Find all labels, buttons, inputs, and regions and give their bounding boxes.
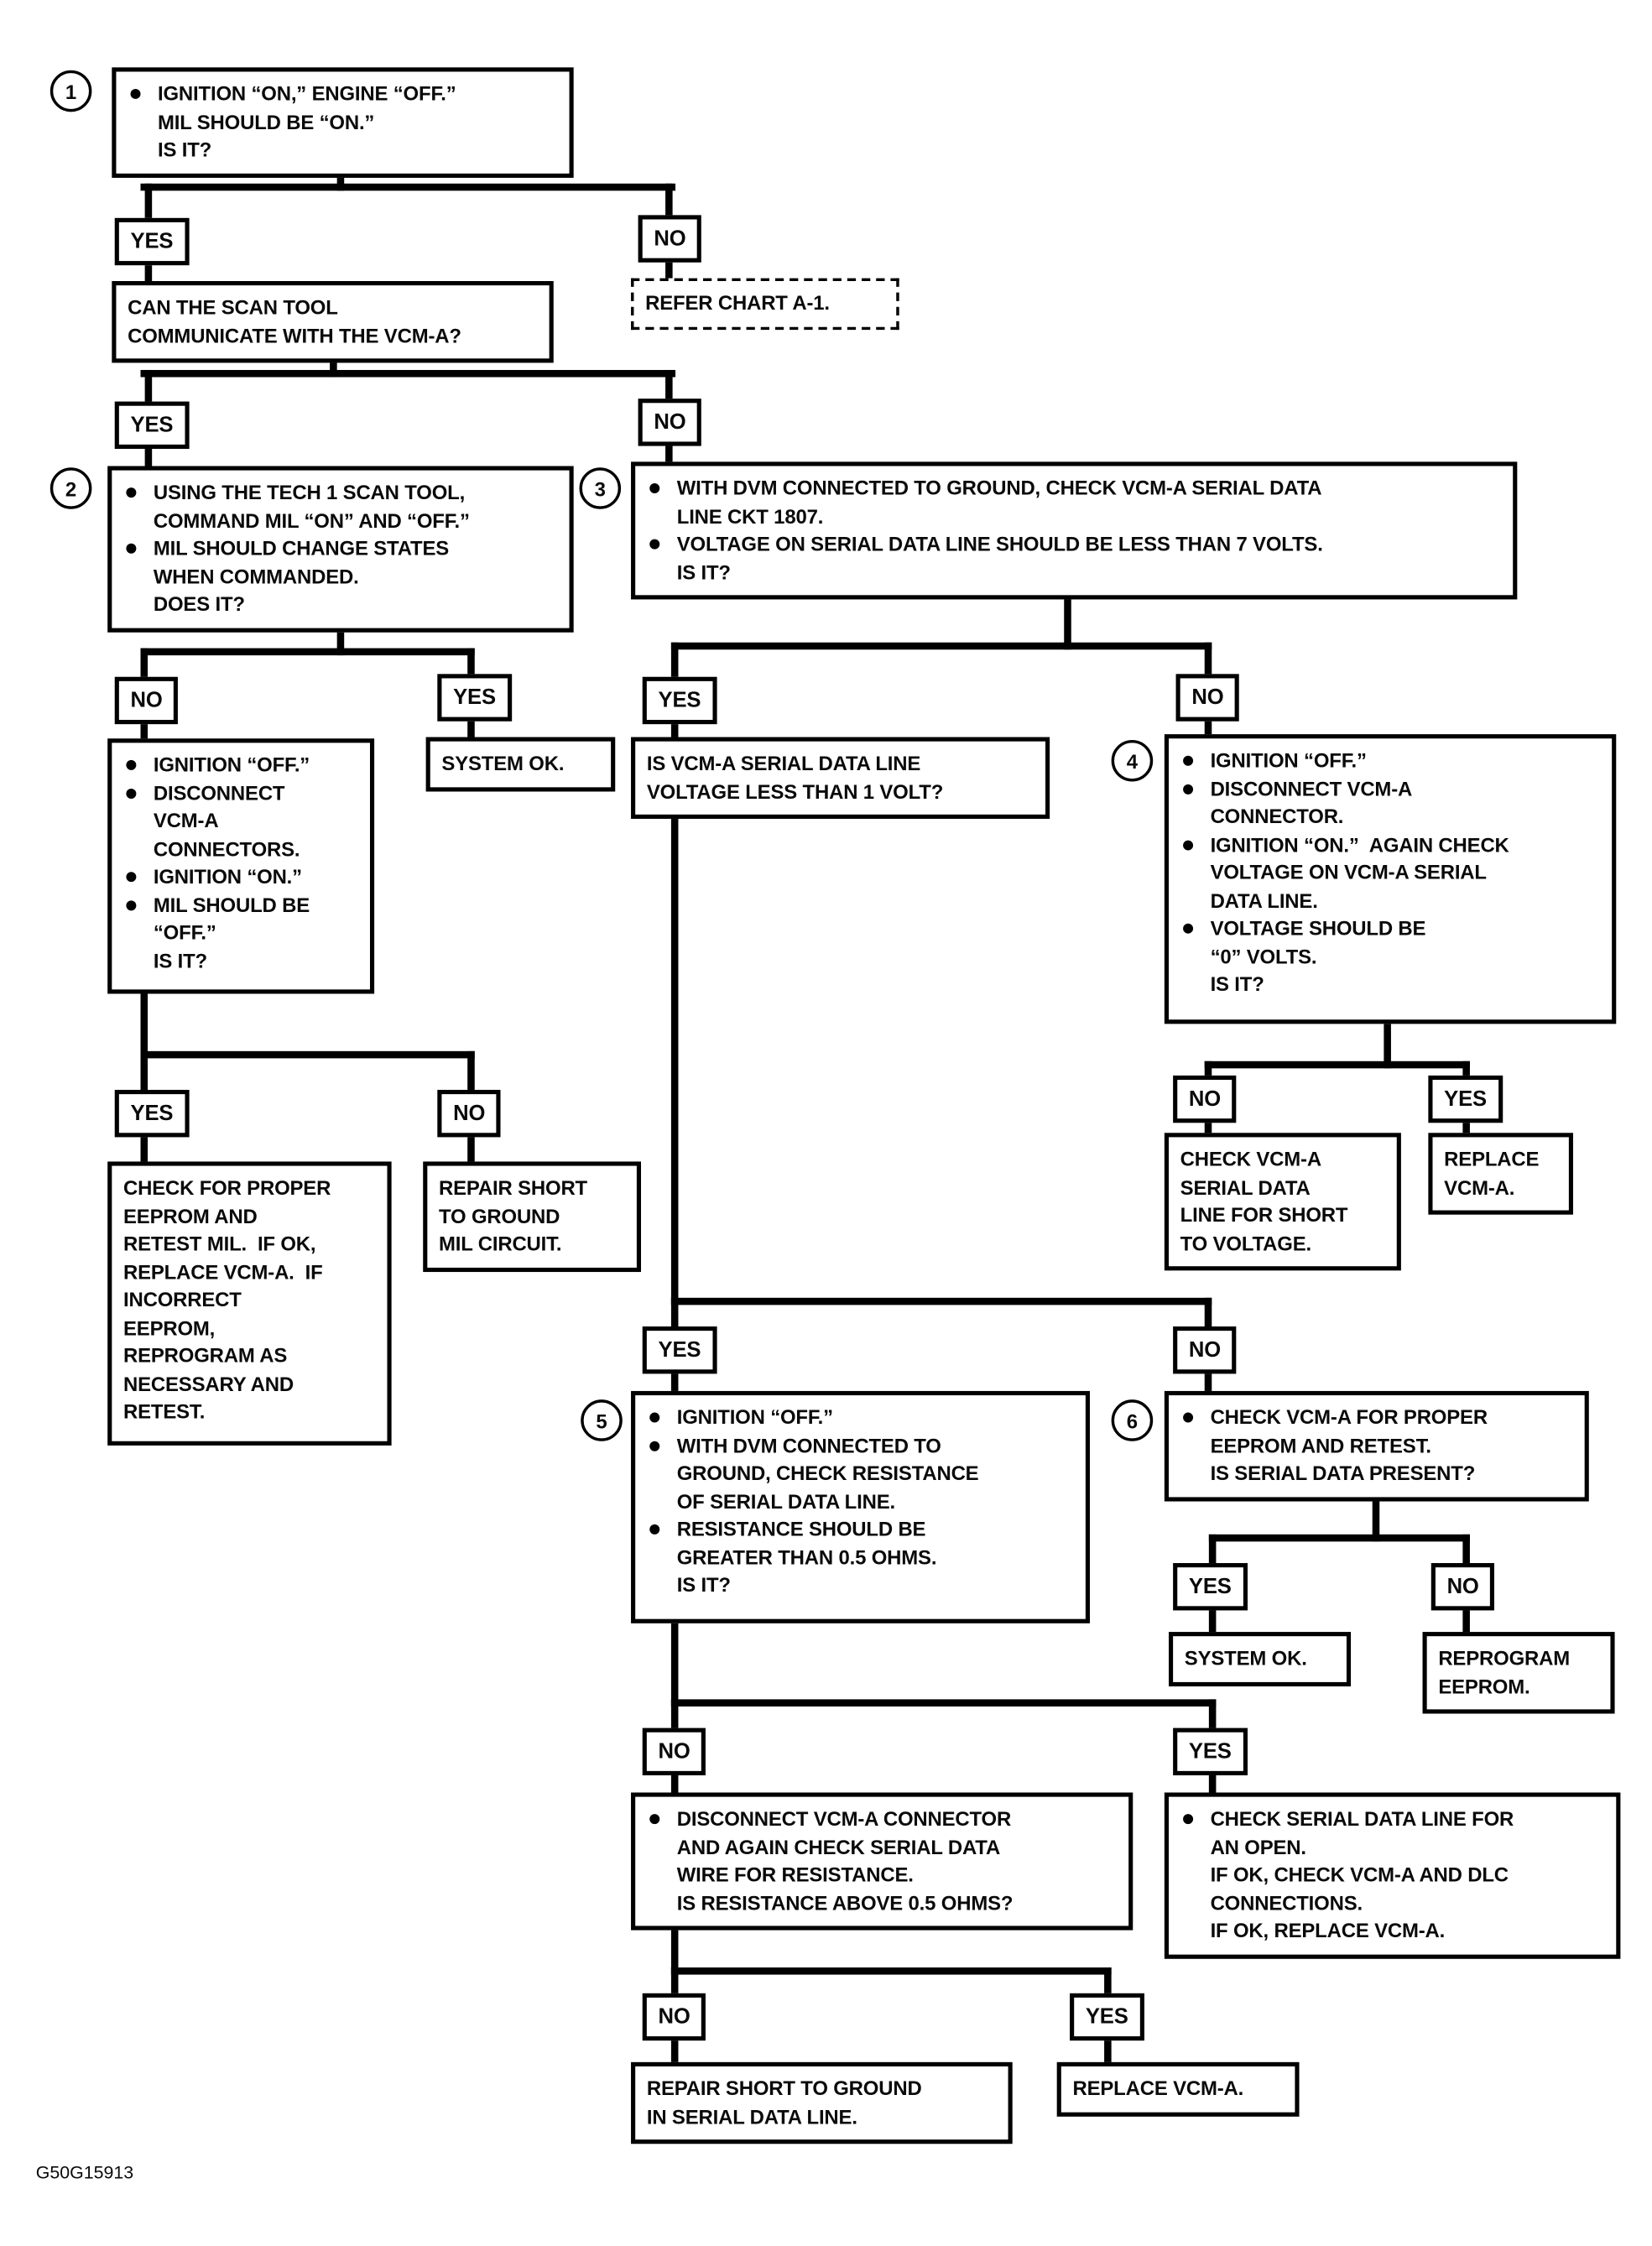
text-line: “OFF.” — [153, 920, 216, 944]
yes-text: YES — [1188, 1739, 1232, 1764]
yes-label — [1070, 1993, 1144, 2040]
bullet-icon — [647, 1806, 677, 1824]
text-line: REPLACE — [1444, 1147, 1540, 1170]
text-line: USING THE TECH 1 SCAN TOOL, — [153, 480, 466, 503]
yes-text: YES — [130, 413, 174, 438]
text-line: EEPROM AND RETEST. — [1210, 1433, 1431, 1457]
text-line: REPROGRAM AS — [122, 1343, 288, 1367]
step-5-badge — [581, 1399, 623, 1441]
text-line: EEPROM AND — [122, 1203, 258, 1227]
text-line: COMMAND MIL “ON” AND “OFF.” — [153, 508, 470, 532]
text-line: CONNECTORS. — [153, 836, 300, 860]
no-text: NO — [1188, 1337, 1222, 1363]
step-number: 6 — [1126, 1409, 1139, 1432]
bullet-icon — [647, 1404, 677, 1422]
yes-text: YES — [1188, 1574, 1232, 1599]
bullet-icon — [1180, 831, 1211, 849]
text-line: EEPROM. — [1438, 1674, 1530, 1697]
text-line: IGNITION “OFF.” — [1210, 748, 1367, 772]
yes-text: YES — [1085, 2004, 1128, 2030]
text-line: IS RESISTANCE ABOVE 0.5 OHMS? — [676, 1890, 1014, 1914]
text-line: IGNITION “OFF.” — [676, 1405, 833, 1429]
text-line: DATA LINE. — [1210, 888, 1318, 912]
step-3-badge — [580, 467, 622, 509]
text-line: LINE FOR SHORT — [1180, 1203, 1348, 1227]
step-number: 4 — [1126, 749, 1139, 773]
text-line: CHECK VCM-A FOR PROPER — [1210, 1405, 1488, 1429]
system-ok-box-2 — [1169, 1632, 1351, 1686]
text-line: DOES IT? — [153, 591, 245, 616]
text-line: VOLTAGE SHOULD BE — [1210, 916, 1426, 940]
step-4-badge — [1112, 740, 1154, 782]
no-text: NO — [1188, 1087, 1222, 1112]
serial-voltage-1v-box — [631, 737, 1050, 819]
bullet-icon — [1180, 747, 1211, 765]
bullet-icon — [1180, 775, 1211, 794]
text-line: LINE CKT 1807. — [676, 503, 824, 528]
step-number: 5 — [596, 1409, 607, 1432]
no-text: NO — [1446, 1574, 1479, 1599]
yes-text: YES — [453, 685, 496, 711]
system-ok-box — [426, 737, 616, 791]
text-line: OF SERIAL DATA LINE. — [676, 1489, 895, 1513]
yes-text: YES — [658, 1337, 701, 1363]
yes-label — [1428, 1076, 1502, 1123]
text-line: SERIAL DATA — [1180, 1175, 1311, 1199]
no-label — [638, 215, 702, 262]
yes-label — [1173, 1563, 1247, 1610]
text-line: INCORRECT — [122, 1287, 242, 1311]
no-text: NO — [654, 227, 686, 252]
connector-line — [671, 786, 679, 1305]
text-line: CAN THE SCAN TOOL — [128, 295, 338, 319]
text-line: RETEST. — [122, 1399, 206, 1423]
bullet-icon — [123, 479, 154, 498]
resistance-recheck-box — [631, 1793, 1133, 1931]
yes-label — [115, 402, 189, 449]
text-line: SYSTEM OK. — [441, 751, 565, 774]
text-line: REPLACE VCM-A. IF — [122, 1259, 323, 1283]
text-line: CONNECTOR. — [1210, 804, 1344, 828]
yes-label — [115, 218, 189, 265]
text-line: REPLACE VCM-A. — [1072, 2076, 1244, 2100]
bullet-icon — [123, 891, 154, 909]
figure-code: G50G15913 — [35, 2162, 134, 2183]
text-line: REPAIR SHORT — [439, 1175, 588, 1199]
text-line: REPAIR SHORT TO GROUND — [646, 2076, 922, 2100]
text-line: GREATER THAN 0.5 OHMS. — [676, 1545, 937, 1569]
text-line: VCM-A — [153, 808, 219, 832]
short-to-voltage-box — [1165, 1133, 1401, 1270]
text-line: IGNITION “ON.” AGAIN CHECK — [1210, 832, 1509, 856]
yes-label — [115, 1090, 189, 1137]
text-line: SYSTEM OK. — [1184, 1646, 1307, 1670]
repair-serial-short-box — [631, 2062, 1013, 2144]
text-line: DISCONNECT — [153, 780, 285, 805]
text-line: DISCONNECT VCM-A CONNECTOR — [676, 1806, 1012, 1830]
reprogram-eeprom-box — [1423, 1632, 1615, 1713]
text-line: MIL CIRCUIT. — [439, 1232, 562, 1255]
step5-question-box — [631, 1391, 1090, 1623]
text-line: VOLTAGE ON VCM-A SERIAL — [1210, 860, 1487, 883]
step-2-badge — [50, 467, 92, 509]
text-line: RETEST MIL. IF OK, — [122, 1232, 316, 1255]
text-line: CHECK VCM-A — [1180, 1147, 1321, 1170]
text-line: IS IT? — [676, 560, 731, 583]
text-line: AN OPEN. — [1210, 1834, 1306, 1858]
yes-text: YES — [1444, 1087, 1487, 1112]
connector-line — [671, 1699, 1216, 1707]
no-label — [1176, 674, 1240, 721]
text-line: DISCONNECT VCM-A — [1210, 776, 1413, 800]
eeprom-check-box — [107, 1161, 391, 1445]
text-line: IGNITION “ON,” ENGINE “OFF.” — [158, 81, 456, 105]
no-text: NO — [1191, 685, 1224, 711]
text-line: CONNECTIONS. — [1210, 1890, 1363, 1914]
step-6-badge — [1112, 1399, 1154, 1441]
refer-chart-a1-box — [631, 279, 899, 330]
step-number: 1 — [65, 79, 77, 103]
text-line: TO GROUND — [439, 1203, 560, 1227]
bullet-icon — [1180, 915, 1211, 933]
replace-vcm-a-box — [1428, 1133, 1573, 1214]
yes-label — [643, 1326, 717, 1373]
text-line: REPROGRAM — [1438, 1646, 1571, 1670]
text-line: WIRE FOR RESISTANCE. — [676, 1863, 914, 1886]
bullet-icon — [647, 1432, 677, 1451]
connector-line — [141, 184, 676, 191]
connector-line — [671, 1298, 1212, 1305]
no-label — [115, 677, 179, 724]
text-line: IN SERIAL DATA LINE. — [646, 2104, 857, 2128]
text-line: IS VCM-A SERIAL DATA LINE — [646, 751, 921, 774]
bullet-icon — [647, 475, 677, 493]
bullet-icon — [1180, 1404, 1211, 1422]
text-line: MIL SHOULD CHANGE STATES — [153, 536, 450, 560]
text-line: IF OK, CHECK VCM-A AND DLC — [1210, 1863, 1509, 1886]
mil-off-check-box — [107, 738, 374, 993]
no-label — [1173, 1076, 1237, 1123]
bullet-icon — [123, 863, 154, 882]
no-text: NO — [654, 409, 686, 435]
text-line: CHECK FOR PROPER — [122, 1175, 331, 1199]
connector-line — [1205, 1061, 1470, 1069]
yes-text: YES — [130, 1101, 174, 1126]
text-line: IGNITION “OFF.” — [153, 753, 310, 776]
text-line: WHEN COMMANDED. — [153, 564, 359, 587]
text-line: CHECK SERIAL DATA LINE FOR — [1210, 1806, 1514, 1830]
text-line: “0” VOLTS. — [1210, 944, 1317, 967]
text-line: IS IT? — [1210, 972, 1264, 996]
bullet-icon — [1180, 1806, 1211, 1824]
repair-mil-short-box — [423, 1161, 641, 1271]
text-line: VCM-A. — [1444, 1175, 1515, 1199]
yes-text: YES — [130, 229, 174, 254]
step3-question-box — [631, 461, 1517, 599]
no-label — [643, 1993, 706, 2040]
text-line: MIL SHOULD BE “ON.” — [158, 109, 375, 133]
connector-line — [671, 643, 1212, 650]
text-line: MIL SHOULD BE — [153, 892, 310, 916]
replace-vcm-a-box-2 — [1057, 2062, 1300, 2116]
connector-line — [141, 1051, 475, 1059]
text-line: REFER CHART A-1. — [645, 290, 830, 315]
connector-line — [141, 649, 475, 656]
text-line: VOLTAGE LESS THAN 1 VOLT? — [646, 779, 944, 803]
yes-label — [437, 674, 511, 721]
yes-text: YES — [658, 688, 701, 713]
scan-tool-question-box — [112, 281, 553, 362]
open-check-box — [1165, 1793, 1621, 1959]
text-line: NECESSARY AND — [122, 1371, 294, 1395]
text-line: GROUND, CHECK RESISTANCE — [676, 1461, 979, 1485]
text-line: IF OK, REPLACE VCM-A. — [1210, 1918, 1446, 1942]
text-line: IGNITION “ON.” — [153, 864, 302, 888]
text-line: IS IT? — [676, 1572, 731, 1597]
text-line: AND AGAIN CHECK SERIAL DATA — [676, 1834, 1001, 1858]
bullet-icon — [123, 752, 154, 770]
step-number: 2 — [65, 477, 77, 500]
text-line: COMMUNICATE WITH THE VCM-A? — [128, 323, 461, 347]
step-1-badge — [50, 70, 92, 112]
text-line: IS IT? — [158, 138, 212, 161]
no-text: NO — [658, 1739, 691, 1764]
yes-label — [643, 677, 717, 724]
step1-question-box — [112, 67, 573, 177]
no-text: NO — [130, 688, 163, 713]
text-line: VOLTAGE ON SERIAL DATA LINE SHOULD BE LESS THAN 7 VOLTS. — [676, 532, 1323, 555]
no-text: NO — [658, 2004, 691, 2030]
text-line: RESISTANCE SHOULD BE — [676, 1517, 926, 1540]
step6-question-box — [1165, 1391, 1589, 1501]
text-line: TO VOLTAGE. — [1180, 1231, 1312, 1254]
no-text: NO — [453, 1101, 486, 1126]
bullet-icon — [128, 81, 158, 99]
step4-question-box — [1165, 734, 1616, 1024]
text-line: IS SERIAL DATA PRESENT? — [1210, 1461, 1476, 1485]
step-number: 3 — [594, 477, 606, 500]
text-line: EEPROM, — [122, 1316, 216, 1339]
bullet-icon — [123, 535, 154, 554]
connector-line — [141, 370, 676, 378]
bullet-icon — [647, 1516, 677, 1535]
step2-question-box — [107, 466, 573, 631]
text-line: WITH DVM CONNECTED TO — [676, 1433, 941, 1457]
no-label — [1173, 1326, 1237, 1373]
no-label — [638, 399, 702, 446]
text-line: IS IT? — [153, 948, 208, 972]
connector-line — [1209, 1535, 1470, 1542]
yes-label — [1173, 1728, 1247, 1775]
no-label — [437, 1090, 501, 1137]
no-label — [1431, 1563, 1495, 1610]
text-line: WITH DVM CONNECTED TO GROUND, CHECK VCM-A SERIAL DATA — [676, 476, 1322, 499]
no-label — [643, 1728, 706, 1775]
bullet-icon — [123, 779, 154, 798]
bullet-icon — [647, 530, 677, 549]
connector-line — [671, 1967, 1112, 1975]
